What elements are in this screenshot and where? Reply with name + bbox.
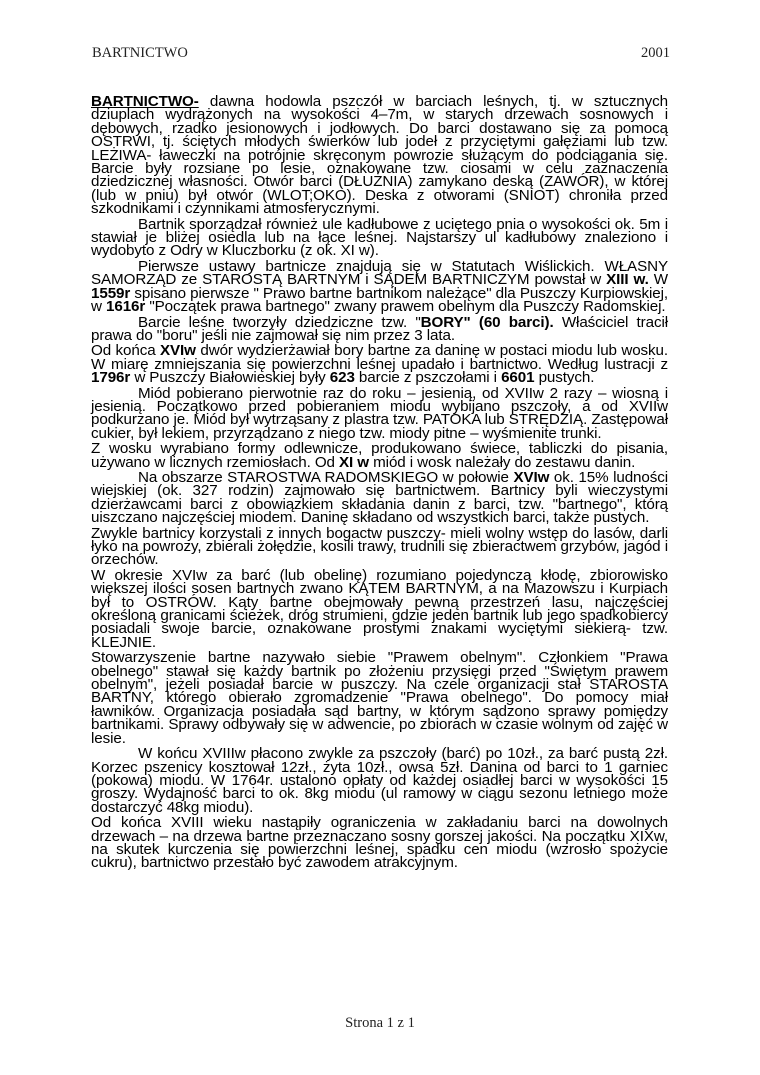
text-run: Bartnik sporządzał również ule kadłubowe z uciętego pnia o wysokości ok. 5m i stawiał je bliżej osiedla lub na łące leśnej. Najstarszy ul kadłubowy znaleziono i wydobyto z Odry w Kluczborku (z ok. XI w). bbox=[91, 215, 668, 260]
text-run: miód i wosk należały do zestawu danin. bbox=[369, 453, 636, 471]
bold-text: XI w bbox=[339, 453, 370, 471]
paragraph bbox=[91, 651, 668, 745]
paragraph bbox=[91, 342, 669, 387]
text-run: w Puszczy Białowieskiej były bbox=[130, 369, 330, 387]
paragraph bbox=[91, 566, 668, 651]
paragraph bbox=[91, 524, 668, 569]
bold-text: 623 bbox=[329, 369, 355, 387]
paragraph bbox=[91, 816, 668, 870]
document-body bbox=[91, 95, 668, 872]
text-run: "Początek prawa bartnego" zwany prawem obelnym dla Puszczy Radomskiej. bbox=[145, 298, 666, 316]
bold-text: 6601 bbox=[501, 369, 535, 387]
paragraph bbox=[91, 95, 668, 216]
text-run: Zwykle bartnicy korzystali z innych bogactw puszczy- mieli wolny wstęp do lasów, darli łyko na powrozy, zbierali żołędzie, kosili trawy, trudnili się zbieractwem grzybów, jagód i orzechów. bbox=[91, 524, 668, 569]
bold-text: 1796r bbox=[91, 369, 131, 387]
bold-text: 1559r bbox=[91, 284, 131, 302]
text-run: ok. 15% ludności wiejskiej (ok. 327 rodzin) zajmowało się bartnictwem. Bartnicy byli wieczystymi dzierżawcami barci z obowiązkiem składania danin z barci, tzw. "bartnego", którą uiszczano najczęściej miodem. Daninę składano od wszystkich barci, także pustych. bbox=[91, 468, 668, 527]
page-footer: Strona 1 z 1 bbox=[345, 1015, 415, 1031]
paragraph bbox=[91, 747, 668, 814]
text-run: Z wosku wyrabiano formy odlewnicze, produkowano świece, tabliczki do pisania, używano w licznych rzemiosłach. Od bbox=[91, 440, 668, 471]
text-run: W okresie XVIw za barć (lub obelinę) rozumiano pojedynczą kłodę, zbiorowisko większej ilości sosen bartnych zwano KĄTEM BARTNYM, a na Mazowszu i Kurpiach był to OSTRÓW. Kąty bartne obejmowały pewną przestrzeń lasu, najczęściej określoną granicami ścieżek, dróg strumieni, gdzie jeden bartnik lub jego spadkobiercy posiadali swoje barcie, oznakowane prostymi znakami wyciętymi siekierą- tzw. KLEJNIE. bbox=[91, 566, 668, 651]
text-run: Na obszarze STAROSTWA RADOMSKIEGO w połowie bbox=[138, 468, 514, 486]
text-run: dawna hodowla pszczół w barciach leśnych, tj. w sztucznych dziuplach wydrążonych na wysokości 4–7m, w starych drzewach sosnowych i dębowych, rzadko jesionowych i jodłowych. Do barci dostawano się za pomocą OSTRWI, tj. ściętych młodych świerków lub jodeł z przyciętymi gałęziami lub tzw. LEŻIWA- ławeczki na potrójnie skręconym powrozie służącym do podciągania się. Barcie były rozsiane po lesie, oznakowane tzw. ciosami w celu zaznaczenia dziedzicznej własności. Otwór barci (DŁUŻNIA) zamykano deską (ZAWÓR), w której (lub w pniu) był otwór (WLOT;OKO). Deska z otworami (SNIOT) chroniła przed szkodnikami i czynnikami atmosferycznymi. bbox=[91, 93, 668, 218]
text-run: Barcie leśne tworzyły dziedziczne tzw. " bbox=[138, 313, 421, 331]
paragraph bbox=[91, 215, 668, 260]
bold-text: BORY" (60 barci). bbox=[420, 313, 554, 331]
bold-text: XIII w. bbox=[606, 271, 649, 289]
paragraph bbox=[91, 442, 668, 469]
text-run: Pierwsze ustawy bartnicze znajdują się w Statutach Wiślickich. WŁASNY SAMORZĄD ze STAROSTĄ BARTNYM i SĄDEM BARTNICZYM powstał w bbox=[91, 257, 668, 289]
text-run: Od końca bbox=[91, 342, 160, 360]
paragraph bbox=[91, 313, 668, 344]
page-header-year: 2001 bbox=[641, 45, 670, 61]
text-run: dwór wydzierżawiał bory bartne za daninę w postaci miodu lub wosku. W miarę zmniejszania się powierzchni leśnej upadało i bartnictwo. Według lustracji z bbox=[91, 342, 669, 373]
text-run: W bbox=[648, 271, 668, 289]
text-run: W końcu XVIIIw płacono zwykle za pszczoły (barć) po 10zł., za barć pustą 2zł. Korzec pszenicy kosztował 12zł., żyta 10zł., owsa 5zł. Danina od barci to 1 garniec (pokowa) miodu. W 1764r. ustalono opłaty od każdej osiadłej barci w wysokości 15 groszy. Wydajność barci to ok. 8kg miodu (ul ramowy w ciągu sezonu letniego może dostarczyć 48kg miodu). bbox=[91, 745, 668, 816]
text-run: Stowarzyszenie bartne nazywało siebie "Prawem obelnym". Członkiem "Prawa obelnego" stawał się każdy bartnik po złożeniu przysięgi przed "Świętym prawem obelnym", jeżeli posiadał barcie w puszczy. Na czele organizacji stał STAROSTA BARTNY, którego obierało zgromadzenie "Prawa obelnego". Do pomocy miał ławników. Organizacja posiadała sąd bartny, w którym sądzono sprawy pomiędzy bartnikami. Sprawy odbywały się w adwencie, po zbiorach w czasie wolnym od zajęć w lesie. bbox=[91, 649, 668, 747]
text-run: Miód pobierano pierwotnie raz do roku – jesienią, od XVIIw 2 razy – wiosną i jesienią. Początkowo przed pobieraniem miodu wybijano pszczoły, a od XVIIw podkurzano je. Miód był wytrząsany z plastra tzw. PATOKA lub STRĘDZIĄ. Zastępował cukier, był lekiem, przyrządzano z niego tzw. miody pitne – wyśmienite trunki. bbox=[91, 384, 668, 442]
text-run: pustych. bbox=[534, 369, 595, 387]
text-run: Od końca XVIII wieku nastąpiły ograniczenia w zakładaniu barci na dowolnych drzewach – na drzewa bartne przeznaczano sosny gorszej jakości. Na początku XIXw, na skutek kurczenia się powierzchni leśnej, spadku cen miodu (wzrosło spożycie cukru), bartnictwo przestało być zawodem atrakcyjnym. bbox=[91, 814, 668, 872]
text-run: Właściciel tracił prawa do "boru" jeśli nie zajmował się nim przez 3 lata. bbox=[91, 313, 668, 344]
lead-term: BARTNICTWO- bbox=[91, 93, 199, 110]
bold-text: XVIw bbox=[160, 342, 196, 360]
bold-text: XVIw bbox=[513, 468, 550, 486]
paragraph bbox=[91, 384, 668, 442]
paragraph bbox=[91, 468, 668, 527]
bold-text: 1616r bbox=[106, 298, 146, 316]
text-run: spisano pierwsze " Prawo bartne bartnikom należące" dla Puszczy Kurpiowskiej, w bbox=[91, 284, 668, 316]
paragraph bbox=[91, 257, 668, 316]
text-run: barcie z pszczołami i bbox=[354, 369, 502, 387]
page-header-title: BARTNICTWO bbox=[92, 45, 188, 61]
